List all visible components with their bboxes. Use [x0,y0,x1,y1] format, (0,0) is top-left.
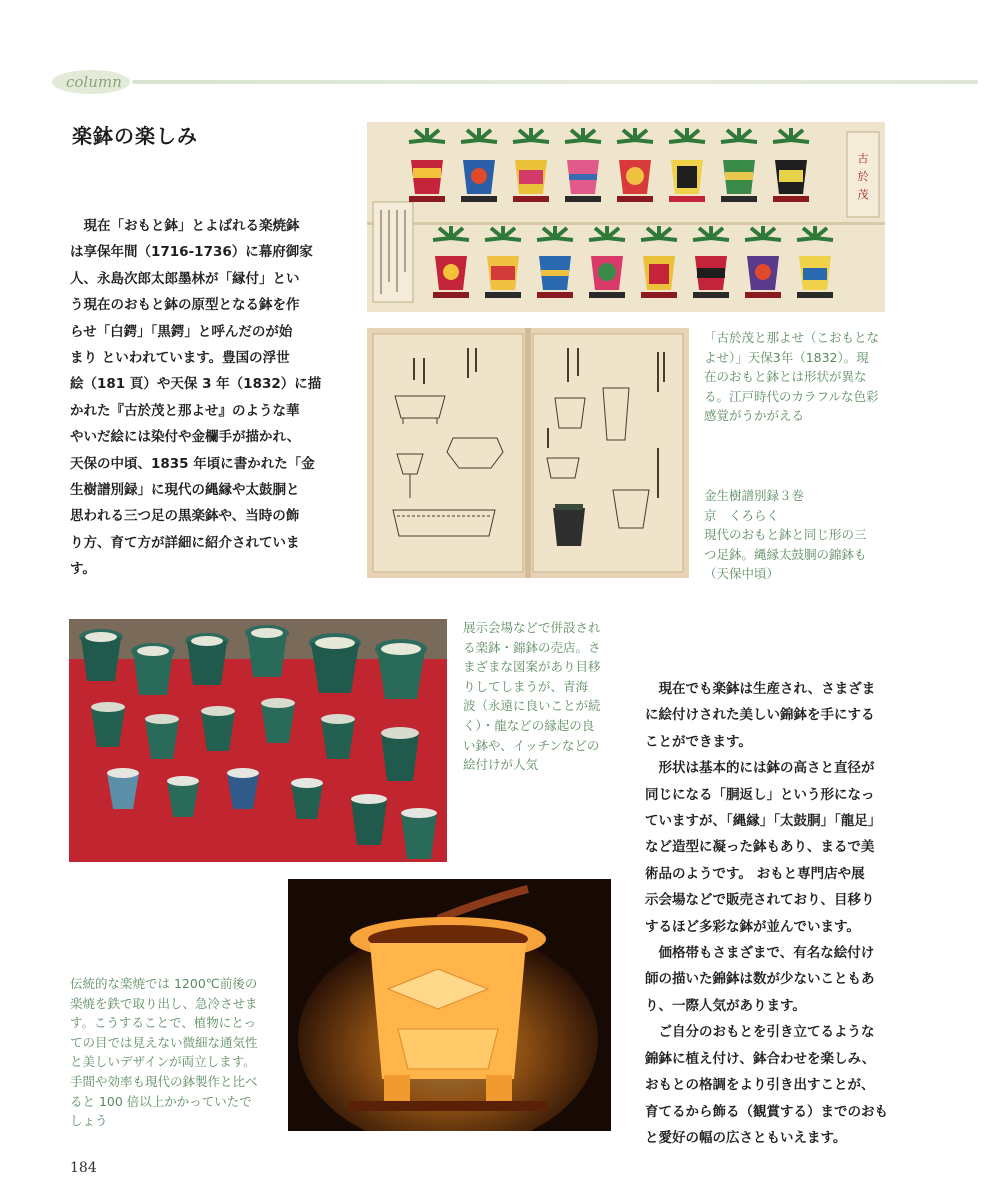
body-left-line: 人、永島次郎太郎墨林が「縁付」とい [70,270,300,287]
column-tag-label: column [66,73,122,91]
header-rule [132,80,978,84]
pot-shop-photo [69,619,447,862]
caption-raku-firing [70,974,258,1131]
body-right-line: 形状は基本的には鉢の高さと直径が [645,760,875,777]
caption-line: ると 100 倍以上かかっていたで [70,1093,252,1109]
caption-line: と美しいデザインが両立します。 [70,1054,256,1070]
caption-line: く）・龍などの縁起の良 [463,717,595,733]
body-left-line: かれた『古於茂と那よせ』のような華 [70,402,300,419]
caption-edo-painting [704,328,879,426]
caption-line: す。こうすることで、植物にとっ [70,1015,257,1031]
caption-line: 絵付けが人気 [463,757,539,773]
body-right-line: ご自分のおもとを引き立てるような [645,1024,875,1041]
body-right-line: 現在でも楽鉢は生産され、さまざま [645,681,876,697]
caption-line: しょう [70,1113,108,1129]
body-left-line: 絵（181 頁）や天保 3 年（1832）に描 [70,376,322,393]
caption-line: 「古於茂と那よせ（こおもとな [704,330,880,345]
caption-line: い鉢や、イッチンなどの [463,737,600,753]
svg-text:古: 古 [857,152,869,165]
caption-line: 伝統的な楽焼では 1200℃前後の [70,976,258,991]
body-right-line: するほど多彩な鉢が並んでいます。 [645,918,860,935]
page-number: 184 [70,1160,97,1176]
caption-line: 波（永遠に良いことが続 [463,698,601,714]
body-text-right [645,676,890,1151]
body-left-line: 思われる三つ足の黒楽鉢や、当時の飾 [70,508,300,525]
old-book-pot-drawings-image [367,328,689,578]
body-left-line: す。 [70,561,96,578]
caption-line: つ足鉢。縄縁太鼓胴の錦鉢も [704,546,867,562]
caption-line: 現代のおもと鉢と同じ形の三 [704,527,867,543]
body-right-line: おもとの格調をより引き出すことが、 [645,1077,875,1094]
body-right-line: 師の描いた錦鉢は数が少ないこともあ [645,971,875,988]
body-right-line: 錦鉢に植え付け、鉢合わせを楽しみ、 [645,1050,876,1067]
body-right-line: 同じになる「胴返し」という形になっ [645,786,875,803]
caption-line: まざまな図案があり目移 [463,659,601,675]
caption-line: （天保中頃） [704,566,780,582]
body-right-line: 価格帯もさまざまで、有名な絵付け [645,945,875,962]
caption-line: りしてしまうが、青海 [463,678,589,694]
body-right-line: り、一際人気があります。 [645,997,806,1014]
caption-line: ての目では見えない微細な通気性 [70,1034,258,1050]
body-left-line: 生樹譜別録」に現代の縄縁や太鼓胴と [70,482,300,499]
body-right-line: ことができます。 [645,733,752,750]
caption-line: 感覚がうかがえる [704,408,805,424]
body-left-line: う現在のおもと鉢の原型となる鉢を作 [70,297,300,314]
body-right-line: 育てるから飾る（観賞する）までのおも [645,1103,888,1120]
body-text-left [70,213,335,583]
body-right-line: 術品のようです。 おもと専門店や展 [645,865,865,882]
body-right-line: ていますが、「縄縁」「太鼓胴」「龍足」 [645,813,882,830]
edo-pot-painting-image [367,122,885,312]
body-right-line: 示会場などで販売されており、目移り [645,892,875,909]
svg-text:於: 於 [857,170,869,183]
caption-old-book [704,486,867,584]
body-right-line: に絵付けされた美しい錦鉢を手にする [645,707,875,724]
caption-line: る。江戸時代のカラフルな色彩 [704,388,879,404]
caption-pot-shop [463,618,601,775]
caption-line: 手間や効率も現代の鉢製作と比べ [70,1073,258,1089]
svg-text:茂: 茂 [857,188,869,201]
body-left-line: まり といわれています。豊国の浮世 [70,350,290,367]
body-right-line: など造型に凝った鉢もあり、まるで美 [645,839,875,856]
caption-line: よせ）」天保3年（1832）。現 [704,349,869,365]
caption-line: 楽焼を鉄で取り出し、急冷させま [70,995,258,1011]
body-left-line: は享保年間（1716-1736）に幕府御家 [70,244,313,261]
body-left-line: 天保の中頃、1835 年頃に書かれた「金 [70,455,315,472]
article-title: 楽鉢の楽しみ [72,124,198,148]
glowing-raku-pot-photo [288,879,611,1131]
body-left-line: 現在「おもと鉢」とよばれる楽焼鉢 [70,218,300,234]
caption-line: 展示会場などで併設され [463,620,601,635]
caption-line: る楽鉢・錦鉢の売店。さ [463,639,601,655]
caption-line: 金生樹譜別録３巻 [704,488,805,503]
body-left-line: らせ「白鍔」「黒鍔」と呼んだのが始 [70,323,293,340]
caption-line: 在のおもと鉢とは形状が異な [704,369,867,385]
body-left-line: やいだ絵には染付や金欄手が描かれ、 [70,429,301,446]
column-tag [52,66,132,98]
body-right-line: と愛好の幅の広さともいえます。 [645,1129,847,1146]
body-left-line: り方、育て方が詳細に紹介されていま [70,534,300,551]
caption-line: 京 くろらく [704,507,780,523]
